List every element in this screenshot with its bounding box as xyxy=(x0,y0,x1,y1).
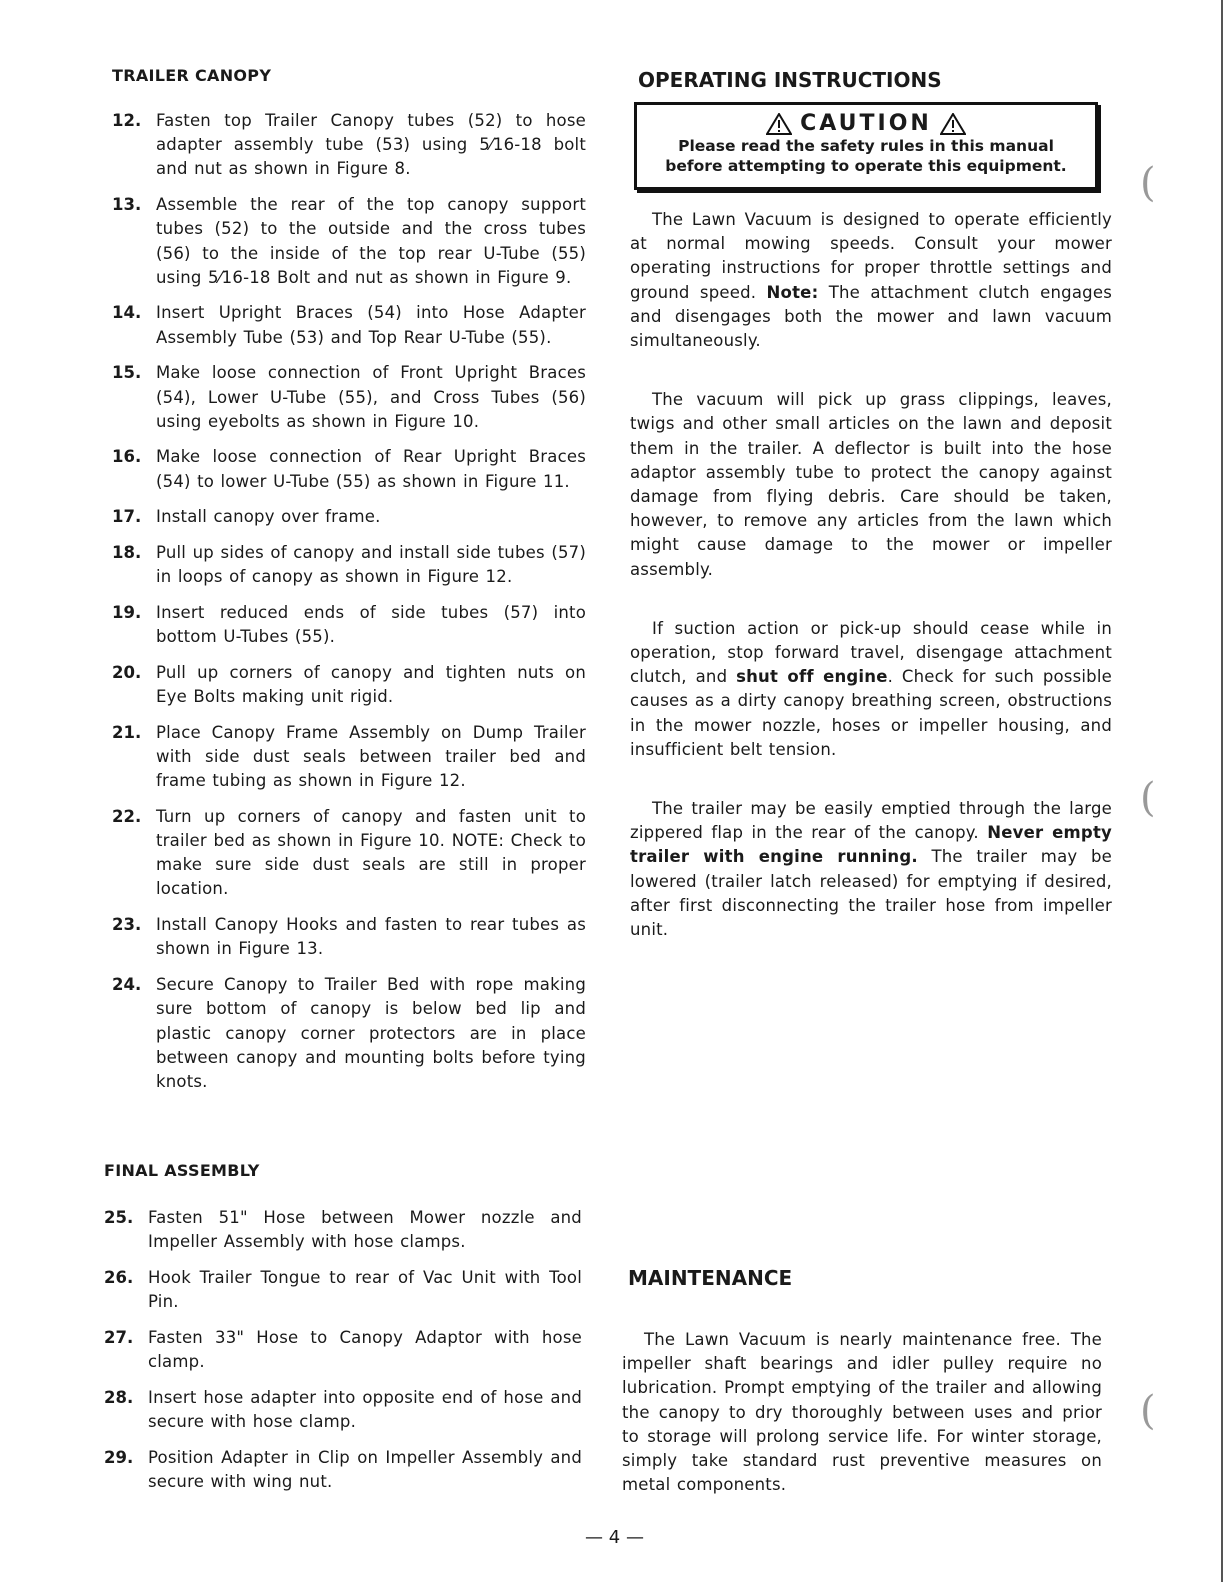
caution-box xyxy=(634,102,1098,190)
right-column xyxy=(622,66,1112,1495)
step-number: 27. xyxy=(104,1327,134,1347)
step-number: 21. xyxy=(112,722,142,742)
step-item xyxy=(112,541,586,589)
maintenance-heading: MAINTENANCE xyxy=(628,1266,793,1290)
step-text: Insert reduced ends of side tubes (57) into bottom U-Tubes (55). xyxy=(156,602,586,647)
left-column xyxy=(104,66,586,1491)
trailer-canopy-steps xyxy=(112,109,586,1094)
trailer-canopy-heading: TRAILER CANOPY xyxy=(112,66,272,85)
step-item xyxy=(112,661,586,709)
p3-bold: shut off engine xyxy=(736,667,888,687)
step-text: Fasten 33" Hose to Canopy Adaptor with hose clamp. xyxy=(148,1327,582,1372)
step-number: 16. xyxy=(112,447,142,467)
maintenance-paragraph: The Lawn Vacuum is nearly maintenance free. The impeller shaft bearings and idler pulley require no lubrication. Prompt emptying of the trailer and allowing the canopy to dry thoroughly between uses and prior to storage will prolong service life. For winter storage, simply take standard rust preventive measures on metal components. xyxy=(622,1330,1102,1495)
step-item xyxy=(112,505,586,529)
operating-paragraph-4 xyxy=(630,797,1112,942)
caution-title-row xyxy=(637,111,1095,136)
step-number: 15. xyxy=(112,363,142,383)
step-text: Make loose connection of Front Upright Braces (54), Lower U-Tube (55), and Cross Tubes (56) using eyebolts as shown in Figure 10. xyxy=(156,363,586,431)
step-item xyxy=(112,445,586,493)
step-item xyxy=(112,601,586,649)
step-number: 12. xyxy=(112,111,142,130)
scan-mark: ( xyxy=(1140,775,1156,821)
warning-triangle-icon xyxy=(940,113,966,135)
p1-text-a: The Lawn Vacuum is designed to operate efficiently at normal mowing speeds. Consult your mower operating instructions for proper throttle settings and ground speed. xyxy=(630,210,1112,302)
step-text: Make loose connection of Rear Upright Braces (54) to lower U-Tube (55) as shown in Figure 11. xyxy=(156,447,586,491)
page-number: — 4 — xyxy=(585,1527,644,1548)
step-item xyxy=(112,721,586,794)
step-text: Insert Upright Braces (54) into Hose Adapter Assembly Tube (53) and Top Rear U-Tube (55). xyxy=(156,303,586,347)
step-number: 19. xyxy=(112,602,142,622)
caution-title: CAUTION xyxy=(800,111,932,136)
scan-mark: ( xyxy=(1140,1388,1156,1434)
step-text: Install canopy over frame. xyxy=(156,507,381,527)
step-text: Place Canopy Frame Assembly on Dump Trailer with side dust seals between trailer bed and frame tubing as shown in Figure 12. xyxy=(156,722,586,791)
step-number: 23. xyxy=(112,915,142,935)
warning-triangle-icon xyxy=(766,113,792,135)
operating-paragraph-1 xyxy=(630,208,1112,353)
p3-text-c: . Check for such possible causes as a dirty canopy breathing screen, obstructions in the mower nozzle, hoses or impeller housing, and insufficient belt tension. xyxy=(630,667,1112,759)
step-text: Fasten 51" Hose between Mower nozzle and Impeller Assembly with hose clamps. xyxy=(148,1208,582,1252)
step-item xyxy=(104,1446,582,1494)
step-text: Secure Canopy to Trailer Bed with rope making sure bottom of canopy is below bed lip and plastic canopy corner protectors are in place between canopy and mounting bolts before tying knots. xyxy=(156,975,586,1091)
step-number: 17. xyxy=(112,507,142,527)
step-text: Insert hose adapter into opposite end of hose and secure with hose clamp. xyxy=(148,1387,582,1431)
operating-instructions-heading: OPERATING INSTRUCTIONS xyxy=(638,68,942,92)
step-number: 20. xyxy=(112,662,142,682)
operating-paragraph-3 xyxy=(630,617,1112,762)
step-item xyxy=(112,913,586,961)
step-text: Assemble the rear of the top canopy support tubes (52) to the outside and the cross tubes (56) to the inside of the top rear U-Tube (55) using 5⁄16-18 Bolt and nut as shown in Figure 9. xyxy=(156,195,586,287)
p3-text-a: If suction action or pick-up should cease while in operation, stop forward travel, disengage attachment clutch, and xyxy=(630,618,1112,687)
final-assembly-heading: FINAL ASSEMBLY xyxy=(104,1161,260,1180)
caution-line-1: Please read the safety rules in this manual xyxy=(678,137,1054,155)
final-assembly-steps xyxy=(104,1206,582,1506)
step-text: Hook Trailer Tongue to rear of Vac Unit with Tool Pin. xyxy=(148,1267,582,1312)
step-item xyxy=(112,301,586,349)
step-number: 28. xyxy=(104,1387,134,1407)
p4-text-c: The trailer may be lowered (trailer latch released) for emptying if desired, after first disconnecting the trailer hose from impeller unit. xyxy=(630,847,1112,940)
step-text: Pull up corners of canopy and tighten nuts on Eye Bolts making unit rigid. xyxy=(156,662,586,707)
step-number: 22. xyxy=(112,806,142,826)
step-item xyxy=(104,1326,582,1374)
p4-text-a: The trailer may be easily emptied through the large zippered flap in the rear of the canopy. xyxy=(630,799,1112,843)
step-number: 18. xyxy=(112,543,142,563)
step-item xyxy=(112,361,586,434)
step-item xyxy=(104,1386,582,1434)
step-number: 29. xyxy=(104,1447,134,1467)
step-item xyxy=(112,193,586,290)
p4-bold: Never empty trailer with engine running. xyxy=(630,823,1112,867)
p1-text-c: The attachment clutch engages and disengages both the mower and lawn vacuum simultaneously. xyxy=(630,282,1112,351)
step-item xyxy=(104,1266,582,1314)
step-text: Pull up sides of canopy and install side tubes (57) in loops of canopy as shown in Figure 12. xyxy=(156,543,586,587)
operating-paragraph-2: The vacuum will pick up grass clippings, leaves, twigs and other small articles on the lawn and deposit them in the trailer. A deflector is built into the hose adaptor assembly tube to protect the canopy against damage from flying debris. Care should be taken, however, to remove any articles from the lawn which might cause damage to the mower or impeller assembly. xyxy=(630,390,1112,579)
step-number: 26. xyxy=(104,1267,134,1287)
step-item xyxy=(112,805,586,902)
step-number: 14. xyxy=(112,303,142,323)
step-text: Position Adapter in Clip on Impeller Assembly and secure with wing nut. xyxy=(148,1447,582,1491)
scan-mark: ( xyxy=(1140,160,1156,206)
step-text: Turn up corners of canopy and fasten unit to trailer bed as shown in Figure 10. NOTE: Check to make sure side dust seals are still in proper location. xyxy=(156,806,586,899)
p1-note-label: Note: xyxy=(766,282,819,302)
step-text: Fasten top Trailer Canopy tubes (52) to hose adapter assembly tube (53) using 5⁄16-18 bolt and nut as shown in Figure 8. xyxy=(156,111,586,179)
step-item xyxy=(112,109,586,182)
step-number: 13. xyxy=(112,195,142,215)
step-number: 24. xyxy=(112,975,142,995)
step-text: Install Canopy Hooks and fasten to rear tubes as shown in Figure 13. xyxy=(156,915,586,959)
step-number: 25. xyxy=(104,1208,134,1227)
step-item xyxy=(112,973,586,1094)
step-item xyxy=(104,1206,582,1254)
binder-edge xyxy=(1221,0,1223,1582)
caution-line-2: before attempting to operate this equipment. xyxy=(665,157,1067,175)
